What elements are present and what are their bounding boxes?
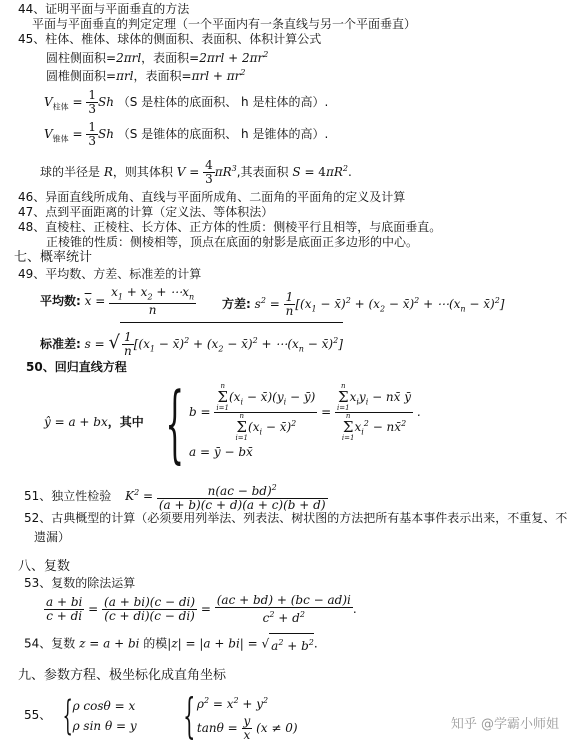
mean-formula: 平均数: $\overline{x}$ = $\frac{x_1 + x_2 + \cdots x_n}{n}$ — [40, 284, 195, 318]
item-52: 52、古典概型的计算（必须要用列举法、列表法、树状图的方法把所有基本事件表示出来，不重复、不 — [24, 511, 568, 525]
sphere-formula-line: 球的半径是 R，则其体积 V = $\frac{4}{3}$ $\pi R^3$,其表面积 $S = 4\pi R^2$. — [40, 158, 352, 186]
cylinder-volume-formula: $V_{柱体}$ = $\frac{1}{3}$ Sh （S 是柱体的底面积、 h 是柱体的高）. — [44, 88, 329, 116]
watermark: 知乎 @学霸小师姐 — [450, 717, 559, 732]
complex-division-formula: $\frac{a + bi}{c + di}$ = $\frac{(a + bi)(c - di)}{(c + di)(c - di)}$ = $\frac{(ac + bd) + (bc - ad)i}{c^2 + d^2}$ . — [46, 593, 357, 625]
cone-volume-formula: $V_{锥体}$ = $\frac{1}{3}$ Sh （S 是锥体的底面积、 h 是锥体的高）. — [44, 120, 329, 148]
item-52-detail: 遗漏） — [34, 530, 71, 544]
item-44-detail: 平面与平面垂直的判定定理（一个平面内有一条直线与另一个平面垂直） — [32, 17, 417, 31]
regression-formula: ŷ = a + bx，其中 { b = n Σ $i=1(x_i$ − $x̄)(y_i$ − ȳ) n Σ $i=1(x_i$ − x̄)$^2$ = n Σ $i=1x_iy_i$ − nx̄ ȳ n Σ $i=1x_i^2$ − nx̄$^2$ . a = ȳ − bx̄ — [44, 373, 421, 472]
item-55: 55、 { ρ cosθ = x ρ sin θ = y { $\rho^2 = x^2 + y^2$ tanθ = $\frac{y}{x}$ (x ≠ 0) — [24, 687, 298, 744]
variance-formula: 方差: $s^2$ = $\frac{1}{n}$ [($x_1$ − x̄)$^2$ + ($x_2$ − x̄)$^2$ + $\cdots(x_n$ − x̄)$^2$] — [222, 290, 505, 318]
item-53: 53、复数的除法运算 — [24, 576, 136, 590]
section-7-heading: 七、概率统计 — [14, 250, 93, 265]
item-51: 51、独立性检验 $K^2$ = $\frac{n(ac - bd)^2}{(a + b)(c + d)(a + c)(b + d)}$ — [24, 483, 326, 512]
item-46: 46、异面直线所成角、直线与平面所成角、二面角的平面角的定义及计算 — [18, 190, 406, 204]
item-45-title: 45、柱体、椎体、球体的侧面积、表面积、体积计算公式 — [18, 32, 322, 46]
section-8-heading: 八、复数 — [18, 559, 71, 574]
item-44-title: 44、证明平面与平面垂直的方法 — [18, 2, 190, 16]
item-48: 48、直棱柱、正棱柱、长方体、正方体的性质：侧棱平行且相等，与底面垂直。 — [18, 220, 442, 234]
item-49: 49、平均数、方差、标准差的计算 — [18, 267, 202, 281]
item-47: 47、点到平面距离的计算（定义法、等体积法） — [18, 205, 274, 219]
item-48-detail: 正棱锥的性质：侧棱相等，顶点在底面的射影是底面正多边形的中心。 — [46, 235, 419, 249]
section-9-heading: 九、参数方程、极坐标化成直角坐标 — [18, 668, 227, 683]
std-formula: 标准差: s = √ $\frac{1}{n}$ [($x_1$ − x̄)$^2$ + ($x_2$ − x̄)$^2$ + $\cdots(x_n$ − x̄)$^2$] — [40, 322, 343, 367]
cone-area-line: 圆椎侧面积=πrl，表面积$=\pi rl + \pi r^2$ — [46, 68, 246, 83]
item-50: 50、回归直线方程 — [26, 360, 127, 374]
cylinder-area-line: 圆柱侧面积=2πrl，表面积$=2\pi rl + 2\pi r^2$ — [46, 50, 269, 65]
item-54: 54、复数 z = a + bi 的模|z| = |a + bi| = √ $a^2 + b^2$. — [24, 633, 318, 655]
